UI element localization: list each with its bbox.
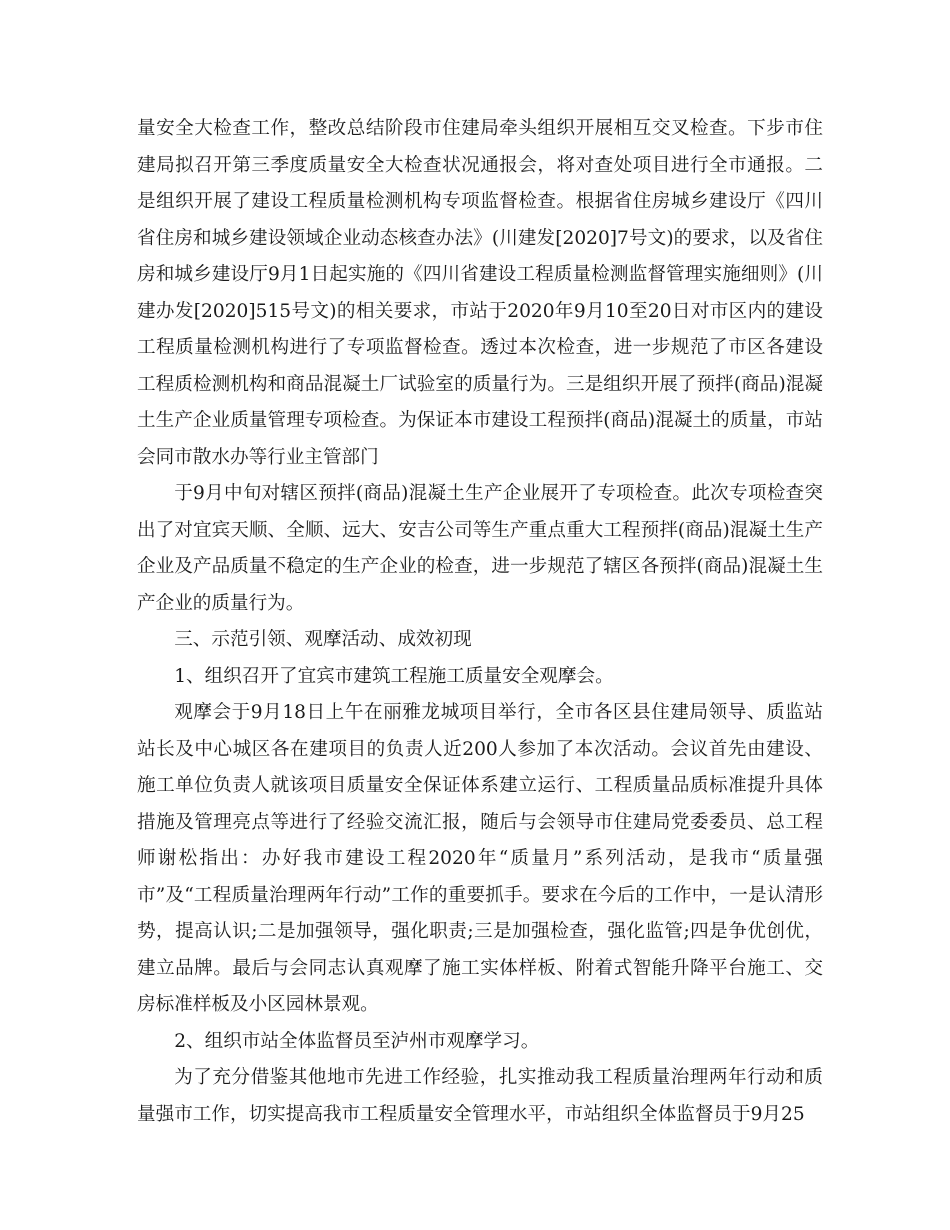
document-body bbox=[137, 111, 823, 1133]
subheading-2: 2、组织市站全体监督员至泸州市观摩学习。 bbox=[174, 1030, 540, 1052]
paragraph-2: 于9月中旬对辖区预拌(商品)混凝土生产企业展开了专项检查。此次专项检查突出了对宜宾天顺、全顺、远大、安吉公司等生产重点重大工程预拌(商品)混凝土生产企业及产品质量不稳定的生产企业的检查，进一步规范了辖区各预拌(商品)混凝土生产企业的质量行为。 bbox=[137, 483, 823, 614]
paragraph-1: 量安全大检查工作，整改总结阶段市住建局牵头组织开展相互交叉检查。下步市住建局拟召开第三季度质量安全大检查状况通报会，将对查处项目进行全市通报。二是组织开展了建设工程质量检测机构专项监督检查。根据省住房城乡建设厅《四川省住房和城乡建设领域企业动态核查办法》(川建发[2020]7号文)的要求，以及省住房和城乡建设厅9月1日起实施的《四川省建设工程质量检测监督管理实施细则》(川建办发[2020]515号文)的相关要求，市站于2020年9月10至20日对市区内的建设工程质量检测机构进行了专项监督检查。透过本次检查，进一步规范了市区各建设工程质检测机构和商品混凝土厂试验室的质量行为。三是组织开展了预拌(商品)混凝土生产企业质量管理专项检查。为保证本市建设工程预拌(商品)混凝土的质量，市站会同市散水办等行业主管部门 bbox=[137, 118, 823, 468]
paragraph-observation-meeting: 观摩会于9月18日上午在丽雅龙城项目举行，全市各区县住建局领导、质监站站长及中心城区各在建项目的负责人近200人参加了本次活动。会议首先由建设、施工单位负责人就该项目质量安全保证体系建立运行、工程质量品质标准提升具体措施及管理亮点等进行了经验交流汇报，随后与会领导市住建局党委委员、总工程师谢松指出：办好我市建设工程2020年“质量月”系列活动，是我市“质量强市”及“工程质量治理两年行动”工作的重要抓手。要求在今后的工作中，一是认清形势，提高认识;二是加强领导，强化职责;三是加强检查，强化监管;四是争优创优，建立品牌。最后与会同志认真观摩了施工实体样板、附着式智能升降平台施工、交房标准样板及小区园林景观。 bbox=[137, 702, 823, 1015]
section-heading-3: 三、示范引领、观摩活动、成效初现 bbox=[174, 629, 472, 650]
subheading-1: 1、组织召开了宜宾市建筑工程施工质量安全观摩会。 bbox=[174, 665, 614, 687]
paragraph-luzhou-study: 为了充分借鉴其他地市先进工作经验，扎实推动我工程质量治理两年行动和质量强市工作，切实提高我市工程质量安全管理水平，市站组织全体监督员于9月25 bbox=[137, 1067, 823, 1125]
